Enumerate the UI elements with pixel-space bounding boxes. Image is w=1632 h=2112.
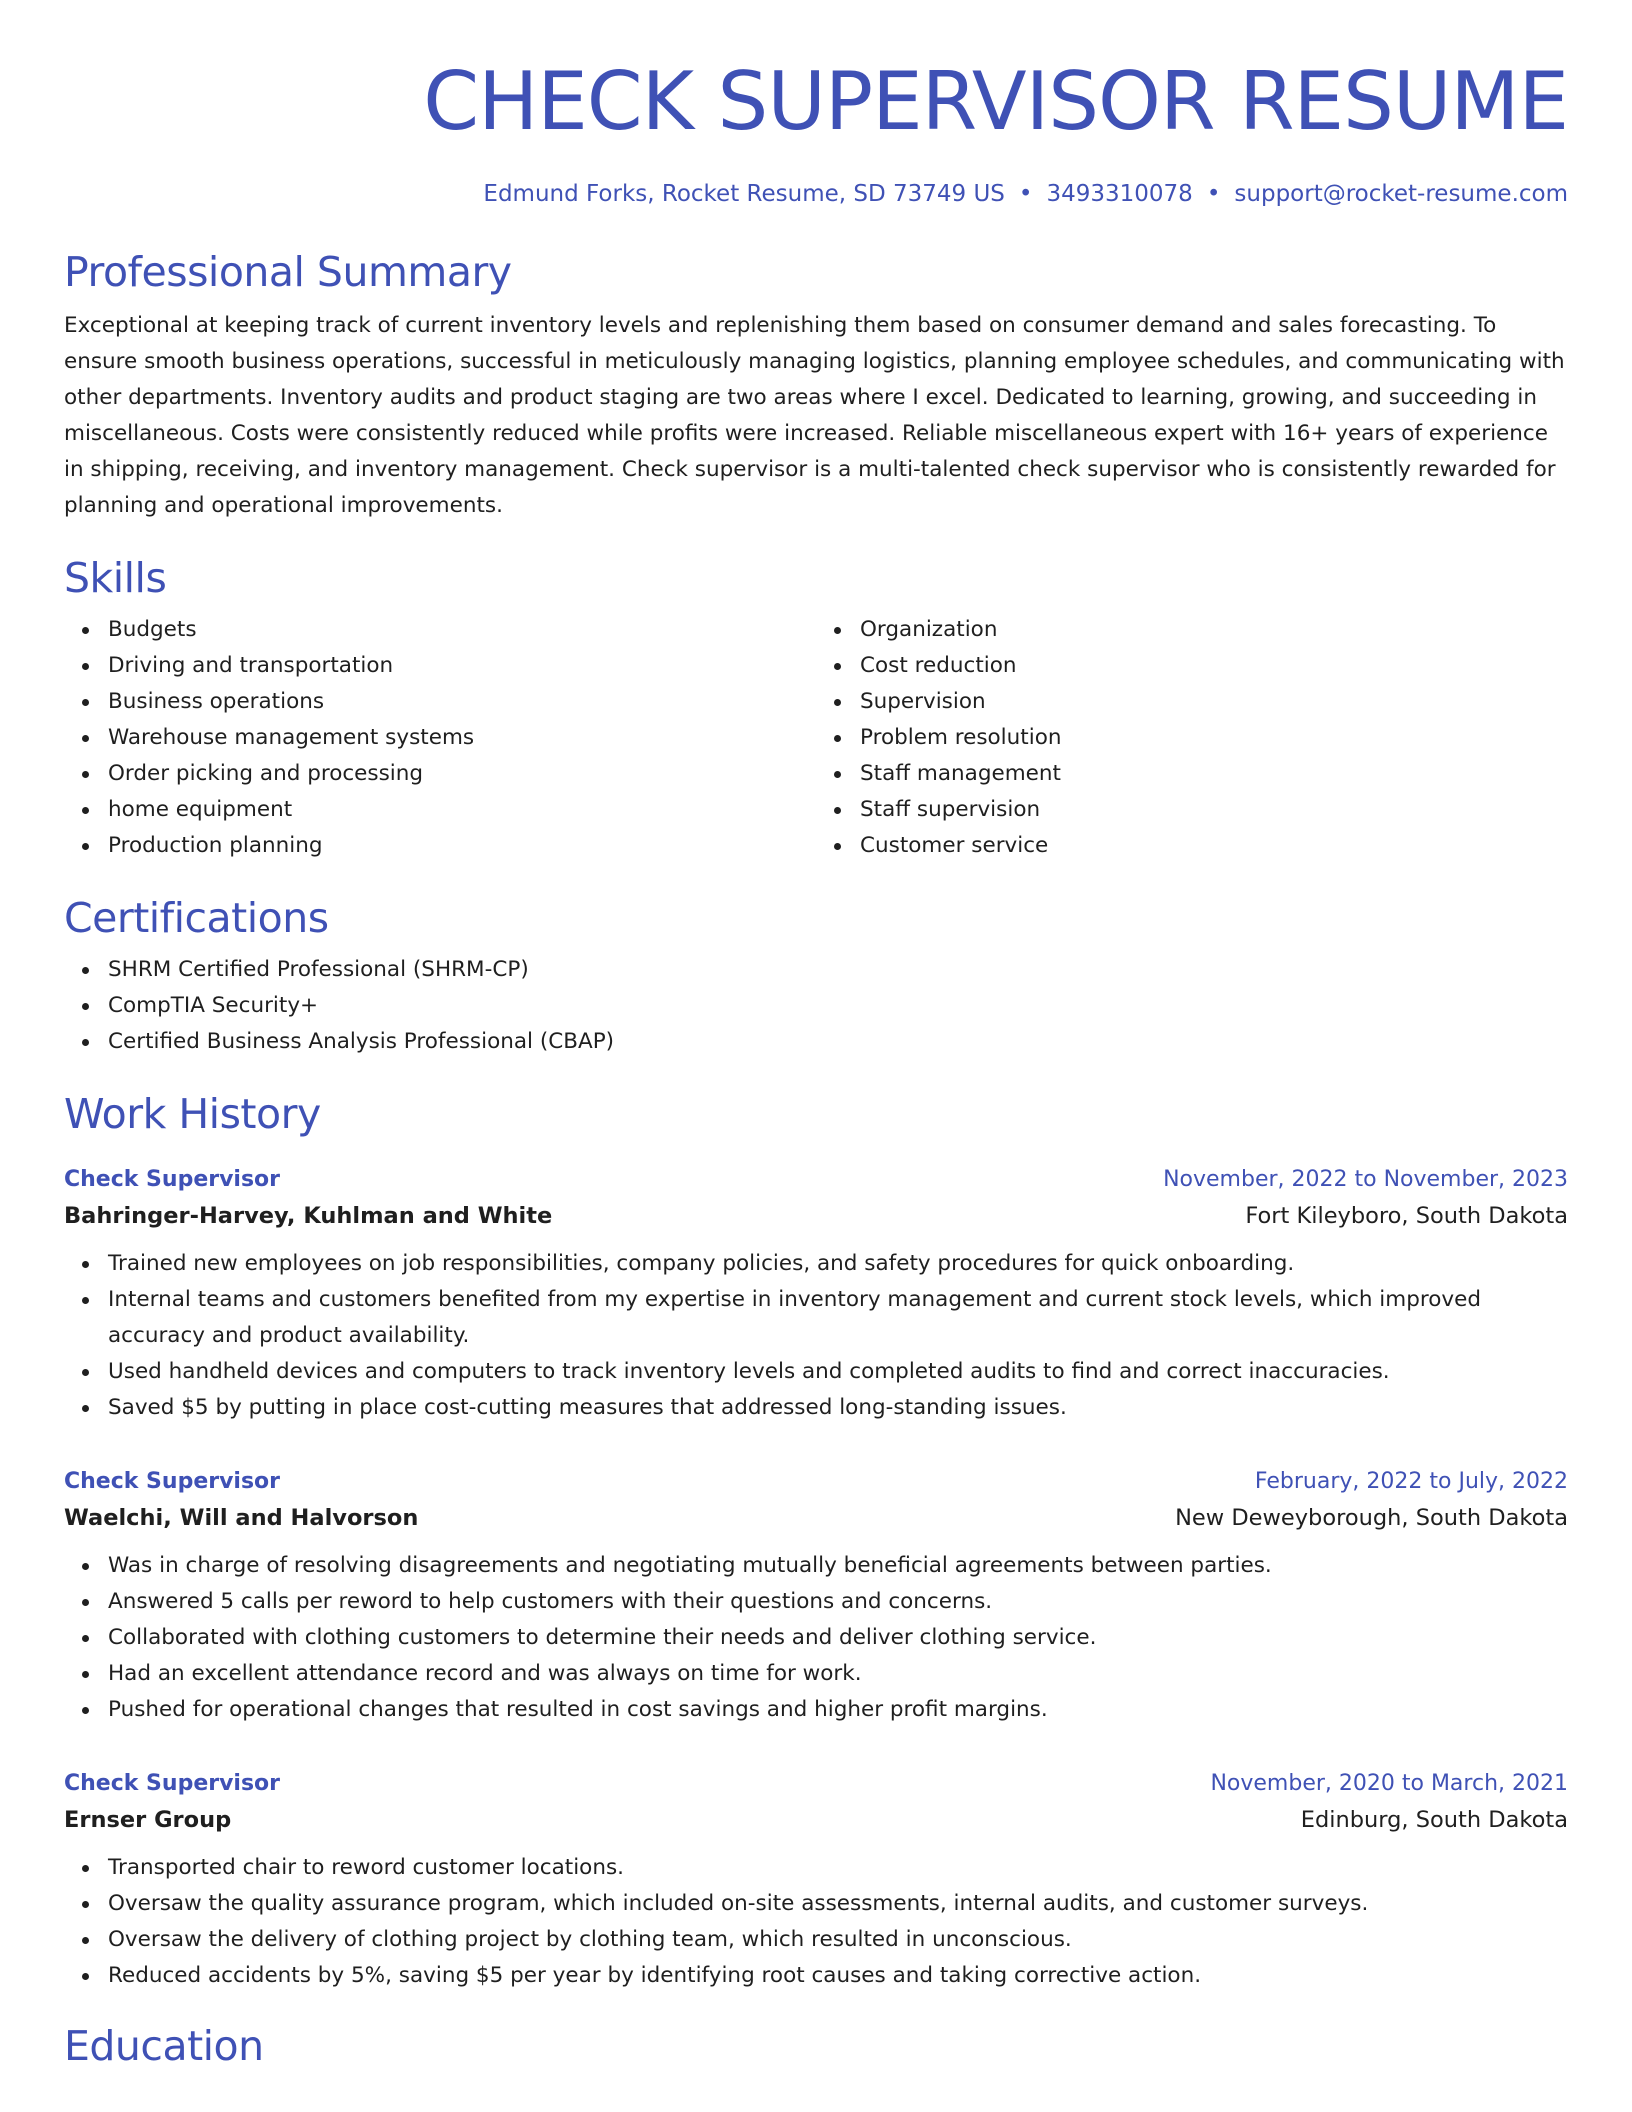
contact-separator: • xyxy=(1018,181,1033,207)
certification-item: CompTIA Security+ xyxy=(108,988,1568,1024)
job-title: Check Supervisor xyxy=(64,1167,281,1192)
job-bullet: Reduced accidents by 5%, saving $5 per year by identifying root causes and taking corrective action. xyxy=(108,1958,1568,1994)
job-title: Check Supervisor xyxy=(64,1771,281,1796)
skill-item: Cost reduction xyxy=(860,648,1568,684)
job-bullet: Oversaw the quality assurance program, which included on-site assessments, internal audits, and customer surveys. xyxy=(108,1886,1568,1922)
job-title-row xyxy=(64,1766,1568,1802)
section-title-summary: Professional Summary xyxy=(64,248,512,296)
job-bullet: Trained new employees on job responsibilities, company policies, and safety procedures for quick onboarding. xyxy=(108,1246,1568,1282)
contact-email: support@rocket-resume.com xyxy=(1234,181,1568,207)
job-company-row xyxy=(64,1198,1568,1234)
job-company: Ernser Group xyxy=(64,1807,232,1833)
section-title-certifications: Certifications xyxy=(64,894,329,942)
contact-line xyxy=(64,178,1568,210)
section-title-education: Education xyxy=(64,2022,264,2070)
skill-item: Staff supervision xyxy=(860,792,1568,828)
job-dates: February, 2022 to July, 2022 xyxy=(1254,1469,1568,1494)
job-bullet: Collaborated with clothing customers to determine their needs and deliver clothing service. xyxy=(108,1620,1568,1656)
section-title-work-history: Work History xyxy=(64,1090,321,1138)
job-bullet: Internal teams and customers benefited from my expertise in inventory management and current stock levels, which improved accuracy and product availability. xyxy=(108,1282,1568,1354)
job-entry xyxy=(64,1464,1568,1728)
job-bullet: Was in charge of resolving disagreements and negotiating mutually beneficial agreements between parties. xyxy=(108,1548,1568,1584)
skill-item: Staff management xyxy=(860,756,1568,792)
contact-separator: • xyxy=(1206,181,1221,207)
job-company: Waelchi, Will and Halvorson xyxy=(64,1505,419,1531)
skill-item: Budgets xyxy=(108,612,816,648)
contact-address: Edmund Forks, Rocket Resume, SD 73749 US xyxy=(483,181,1005,207)
job-title-row xyxy=(64,1464,1568,1500)
skills-list-left xyxy=(64,612,816,864)
certifications-list xyxy=(64,952,1568,1060)
job-company-row xyxy=(64,1802,1568,1838)
skill-item: Order picking and processing xyxy=(108,756,816,792)
skills-section xyxy=(64,552,1568,864)
work-history-section xyxy=(64,1088,1568,1994)
job-title: Check Supervisor xyxy=(64,1469,281,1494)
skill-item: Organization xyxy=(860,612,1568,648)
job-company-row xyxy=(64,1500,1568,1536)
job-bullets xyxy=(64,1246,1568,1426)
job-bullets xyxy=(64,1850,1568,1994)
skill-item: Customer service xyxy=(860,828,1568,864)
job-entry xyxy=(64,1162,1568,1426)
job-bullet: Saved $5 by putting in place cost-cutting measures that addressed long-standing issues. xyxy=(108,1390,1568,1426)
job-bullet: Oversaw the delivery of clothing project by clothing team, which resulted in unconscious. xyxy=(108,1922,1568,1958)
job-title-row xyxy=(64,1162,1568,1198)
skill-item: Warehouse management systems xyxy=(108,720,816,756)
job-dates: November, 2020 to March, 2021 xyxy=(1210,1771,1568,1796)
education-section xyxy=(64,2020,1568,2072)
skill-item: home equipment xyxy=(108,792,816,828)
skill-item: Production planning xyxy=(108,828,816,864)
job-location: Fort Kileyboro, South Dakota xyxy=(1245,1203,1568,1229)
job-bullet: Pushed for operational changes that resulted in cost savings and higher profit margins. xyxy=(108,1692,1568,1728)
summary-section xyxy=(64,246,1568,524)
resume-header xyxy=(64,0,1568,210)
job-company: Bahringer-Harvey, Kuhlman and White xyxy=(64,1203,553,1229)
skills-grid xyxy=(64,612,1568,864)
job-dates: November, 2022 to November, 2023 xyxy=(1163,1167,1568,1192)
contact-phone: 3493310078 xyxy=(1046,181,1193,207)
summary-text: Exceptional at keeping track of current inventory levels and replenishing them based on consumer demand and sales forecasting. To ensure smooth business operations, successful in meticulously managing logistics, planning employee schedules, and communicating with other departments. Inventory audits and product staging are two areas where I excel. Dedicated to learning, growing, and succeeding in miscellaneous. Costs were consistently reduced while profits were increased. Reliable miscellaneous expert with 16+ years of experience in shipping, receiving, and inventory management. Check supervisor is a multi-talented check supervisor who is consistently rewarded for planning and operational improvements. xyxy=(64,313,1565,518)
resume-page xyxy=(64,0,1568,2072)
skill-item: Business operations xyxy=(108,684,816,720)
skill-item: Problem resolution xyxy=(860,720,1568,756)
skill-item: Driving and transportation xyxy=(108,648,816,684)
job-entry xyxy=(64,1766,1568,1994)
job-bullet: Transported chair to reword customer locations. xyxy=(108,1850,1568,1886)
job-bullets xyxy=(64,1548,1568,1728)
certification-item: SHRM Certified Professional (SHRM-CP) xyxy=(108,952,1568,988)
skills-list-right xyxy=(816,612,1568,864)
job-bullet: Answered 5 calls per reword to help customers with their questions and concerns. xyxy=(108,1584,1568,1620)
certifications-section xyxy=(64,892,1568,1060)
job-location: New Deweyborough, South Dakota xyxy=(1175,1505,1568,1531)
job-bullet: Had an excellent attendance record and was always on time for work. xyxy=(108,1656,1568,1692)
job-location: Edinburg, South Dakota xyxy=(1300,1807,1568,1833)
skill-item: Supervision xyxy=(860,684,1568,720)
certification-item: Certified Business Analysis Professional (CBAP) xyxy=(108,1024,1568,1060)
section-title-skills: Skills xyxy=(64,554,167,602)
job-bullet: Used handheld devices and computers to track inventory levels and completed audits to find and correct inaccuracies. xyxy=(108,1354,1568,1390)
resume-title: CHECK SUPERVISOR RESUME xyxy=(423,55,1568,148)
